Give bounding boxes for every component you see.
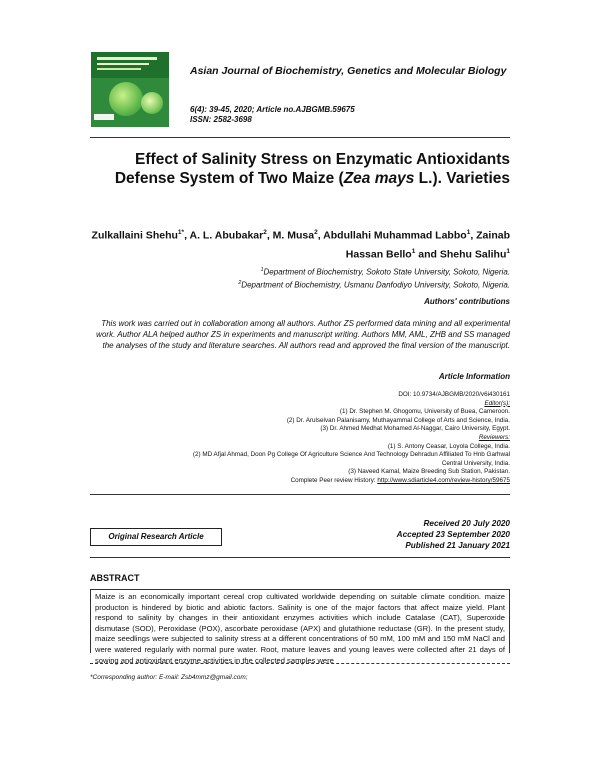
paper-title: Effect of Salinity Stress on Enzymatic Antioxidants Defense System of Two Maize (Zea mays L.). Varieties: [114, 151, 510, 187]
published-date: Published 21 January 2021: [405, 541, 510, 550]
reviewers-label: Reviewers:: [478, 433, 510, 441]
info-rule: [90, 494, 510, 495]
abstract-rule: [90, 557, 510, 558]
affiliation-item: $^1$Department of Biochemistry, Sokoto State University, Sokoto, Nigeria.: [260, 267, 510, 277]
received-date: Received 20 July 2020: [423, 519, 510, 528]
journal-name: Asian Journal of Biochemistry, Genetics and Molecular Biology: [190, 65, 507, 77]
reviewer-item: (3) Naveed Kamal, Maize Breeding Sub Station, Pakistan.: [348, 468, 510, 476]
accepted-date: Accepted 23 September 2020: [396, 530, 510, 539]
review-history: Complete Peer review History: http://www.sdiarticle4.com/review-history/59675: [290, 476, 510, 484]
journal-issue: 6(4): 39-45, 2020; Article no.AJBGMB.59675: [190, 105, 355, 114]
author-list: Zulkallaini Shehu$^{1*}$, A. L. Abubakar$^2$, M. Musa$^2$, Abdullahi Muhammad Labbo$^1$, Zainab Hassan Bello$^1$ and Shehu Salihu$^1$: [91, 229, 510, 260]
journal-cover-image: [91, 52, 169, 127]
footnote-separator: [90, 663, 510, 664]
article-type-box: Original Research Article: [90, 528, 222, 546]
reviewer-item: (2) MD Afjal Ahmad, Doon Pg College Of Agriculture Science And Technology Dehradun Affiliated To Hnb Garhwal Central University, India.: [192, 451, 510, 467]
corresponding-author: *Corresponding author: E-mail: Zsb4mmz@gmail.com;: [90, 674, 248, 681]
contributions-text: This work was carried out in collaboration among all authors. Author ZS performed data mining and all experimental work. Author ALA helped author ZS in experiments and manuscript writing. Authors MM, AML, ZHB and SS managed the analyses of the study and literature searches. All authors read and approved the final version of the manuscript.: [96, 319, 510, 350]
doi: DOI: 10.9734/AJBGMB/2020/v6i430161: [398, 391, 510, 398]
header-rule: [90, 137, 510, 138]
affiliation-item: $^2$Department of Biochemistry, Usmanu Danfodiyo University, Sokoto, Nigeria.: [238, 279, 510, 290]
editor-item: (2) Dr. Arulselvan Palanisamy, Muthayammal College of Arts and Science, India.: [286, 416, 510, 424]
species-name: Zea mays: [343, 170, 415, 187]
article-dates: [397, 518, 510, 551]
contributions-heading: Authors' contributions: [424, 297, 510, 306]
article-info-heading: Article Information: [438, 372, 510, 381]
affiliations: [90, 265, 510, 290]
article-information: [90, 391, 510, 486]
journal-issn: ISSN: 2582-3698: [190, 115, 252, 124]
reviewer-item: (1) S. Antony Ceasar, Loyola College, India.: [387, 442, 510, 450]
editor-item: (3) Dr. Ahmed Medhat Mohamed Al-Naggar, Cairo University, Egypt.: [320, 425, 510, 433]
abstract-heading: ABSTRACT: [90, 573, 140, 583]
abstract-text: Maize is an economically important cereal crop cultivated worldwide depending on suitable climate condition. maize producton is hindered by biotic and abiotic factors. Salinity is one of the major factors that affect maize yield. Plant respond to salinity by changes in their antioxidant enzymes activities which include Catalase (CAT), Superoxide dismutase (SOD), Peroxidase (POX), ascorbate peroxidase (APX) and glutathione reductase (GR). In the present study, maize seedlings were subjected to salinity stress at a different concentrations of 50 mM, 100 mM and 150 mM NaCl and were watered regularly with normal pure water. Root, mature leaves and young leaves were collected after 21 days of sowing and antioxidant enzyme activities in the collected samples were: [90, 589, 510, 653]
editors-label: Editor(s):: [484, 399, 510, 407]
review-history-link[interactable]: http://www.sdiarticle4.com/review-history/59675: [377, 476, 510, 484]
editor-item: (1) Dr. Stephen M. Ghogomu, University of Buea, Cameroon.: [339, 408, 510, 416]
